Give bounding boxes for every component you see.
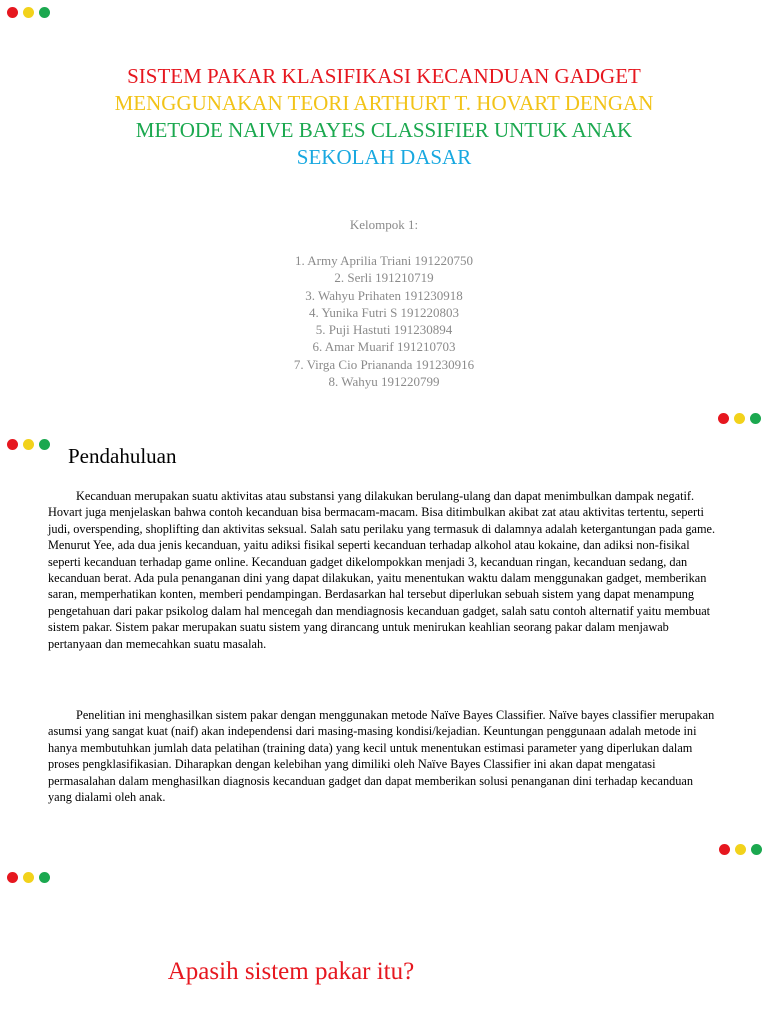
list-item: 3. Wahyu Prihaten 191230918: [305, 287, 463, 303]
traffic-dots-icon: [7, 439, 50, 450]
list-item: 8. Wahyu 191220799: [328, 374, 440, 390]
green-dot-icon: [39, 872, 50, 883]
slide-introduction: [0, 430, 768, 850]
slide-question-heading: Apasih sistem pakar itu?: [167, 958, 415, 985]
yellow-dot-icon: [734, 413, 745, 424]
list-item: 2. Serli 191210719: [334, 270, 434, 286]
red-dot-icon: [719, 844, 730, 855]
traffic-dots-icon: [718, 413, 761, 424]
slide-question: [0, 862, 768, 1024]
yellow-dot-icon: [23, 439, 34, 450]
yellow-dot-icon: [23, 872, 34, 883]
list-item: 7. Virga Cio Priananda 191230916: [293, 356, 475, 372]
traffic-dots-icon: [7, 7, 50, 18]
yellow-dot-icon: [735, 844, 746, 855]
green-dot-icon: [39, 439, 50, 450]
title-line-4: SEKOLAH DASAR: [296, 145, 472, 169]
green-dot-icon: [751, 844, 762, 855]
yellow-dot-icon: [23, 7, 34, 18]
group-label: Kelompok 1:: [349, 217, 419, 232]
title-line-3: METODE NAIVE BAYES CLASSIFIER UNTUK ANAK: [135, 118, 633, 142]
slide-title: [0, 0, 768, 405]
paragraph: Kecanduan merupakan suatu aktivitas atau substansi yang dilakukan berulang-ulang dan dapat menimbulkan dampak negatif. Hovart juga menjelaskan bahwa contoh kecanduan bisa bermacam-macam. Bisa ditimbulkan akibat zat atau aktivitas tertentu, seperti judi, overspending, shoplifting dan aktivitas seksual. Salah satu perilaku yang termasuk di dalamnya adalah ketergantungan pada game. Menurut Yee, ada dua jenis kecanduan, yaitu adiksi fisikal seperti kecanduan terhadap alkohol atau kokaine, dan adiksi non-fisikal seperti kecanduan terhadap game online. Kecanduan gadget dikelompokkan menjadi 3, kecanduan ringan, kecanduan sedang, dan kecanduan berat. Ada pula penanganan dini yang dapat dilakukan, yaitu menentukan waktu dalam menggunakan gadget, memberikan saran, memperhatikan konten, memberi pendampingan. Berdasarkan hal tersebut diperlukan sebuah sistem yang dapat menampung pengetahuan dari pakar psikolog dalam hal mencegah dan mendiagnosis kecanduan gadget, salah satu contoh alternatif yaitu membuat sistem pakar. Sistem pakar merupakan suatu sistem yang dirancang untuk menirukan keahlian seorang pakar dalam menjawab pertanyaan dan memecahkan suatu masalah.: [48, 489, 716, 651]
title-line-2: MENGGUNAKAN TEORI ARTHURT T. HOVART DENGAN: [114, 91, 654, 115]
paragraph: Penelitian ini menghasilkan sistem pakar dengan menggunakan metode Naïve Bayes Classifier. Naïve bayes classifier merupakan asumsi yang sangat kuat (naif) akan independensi dari masing-masing kondisi/kejadian. Keuntungan penggunaan adalah metode ini hanya membutuhkan jumlah data pelatihan (training data) yang kecil untuk menentukan estimasi parameter yang diperlukan dalam proses pengklasifikasian. Diharapkan dengan kelebihan yang dimiliki oleh Naïve Bayes Classifier ini akan dapat mengatasi permasalahan dalam menghasilkan diagnosis kecanduan gadget dan dapat memberikan solusi penanganan dini terhadap kecanduan yang dialami oleh anak.: [48, 708, 715, 805]
red-dot-icon: [718, 413, 729, 424]
presentation-title: [0, 63, 768, 171]
traffic-dots-icon: [719, 844, 762, 855]
green-dot-icon: [750, 413, 761, 424]
green-dot-icon: [39, 7, 50, 18]
title-line-1: SISTEM PAKAR KLASIFIKASI KECANDUAN GADGET: [127, 64, 641, 88]
list-item: 6. Amar Muarif 191210703: [312, 339, 456, 355]
list-item: 1. Army Aprilia Triani 191220750: [294, 253, 474, 268]
section-heading: Pendahuluan: [68, 444, 177, 468]
list-item: 4. Yunika Futri S 191220803: [308, 304, 460, 320]
traffic-dots-icon: [7, 872, 50, 883]
red-dot-icon: [7, 439, 18, 450]
member-list: [0, 252, 768, 390]
red-dot-icon: [7, 872, 18, 883]
list-item: 5. Puji Hastuti 191230894: [315, 322, 453, 338]
red-dot-icon: [7, 7, 18, 18]
